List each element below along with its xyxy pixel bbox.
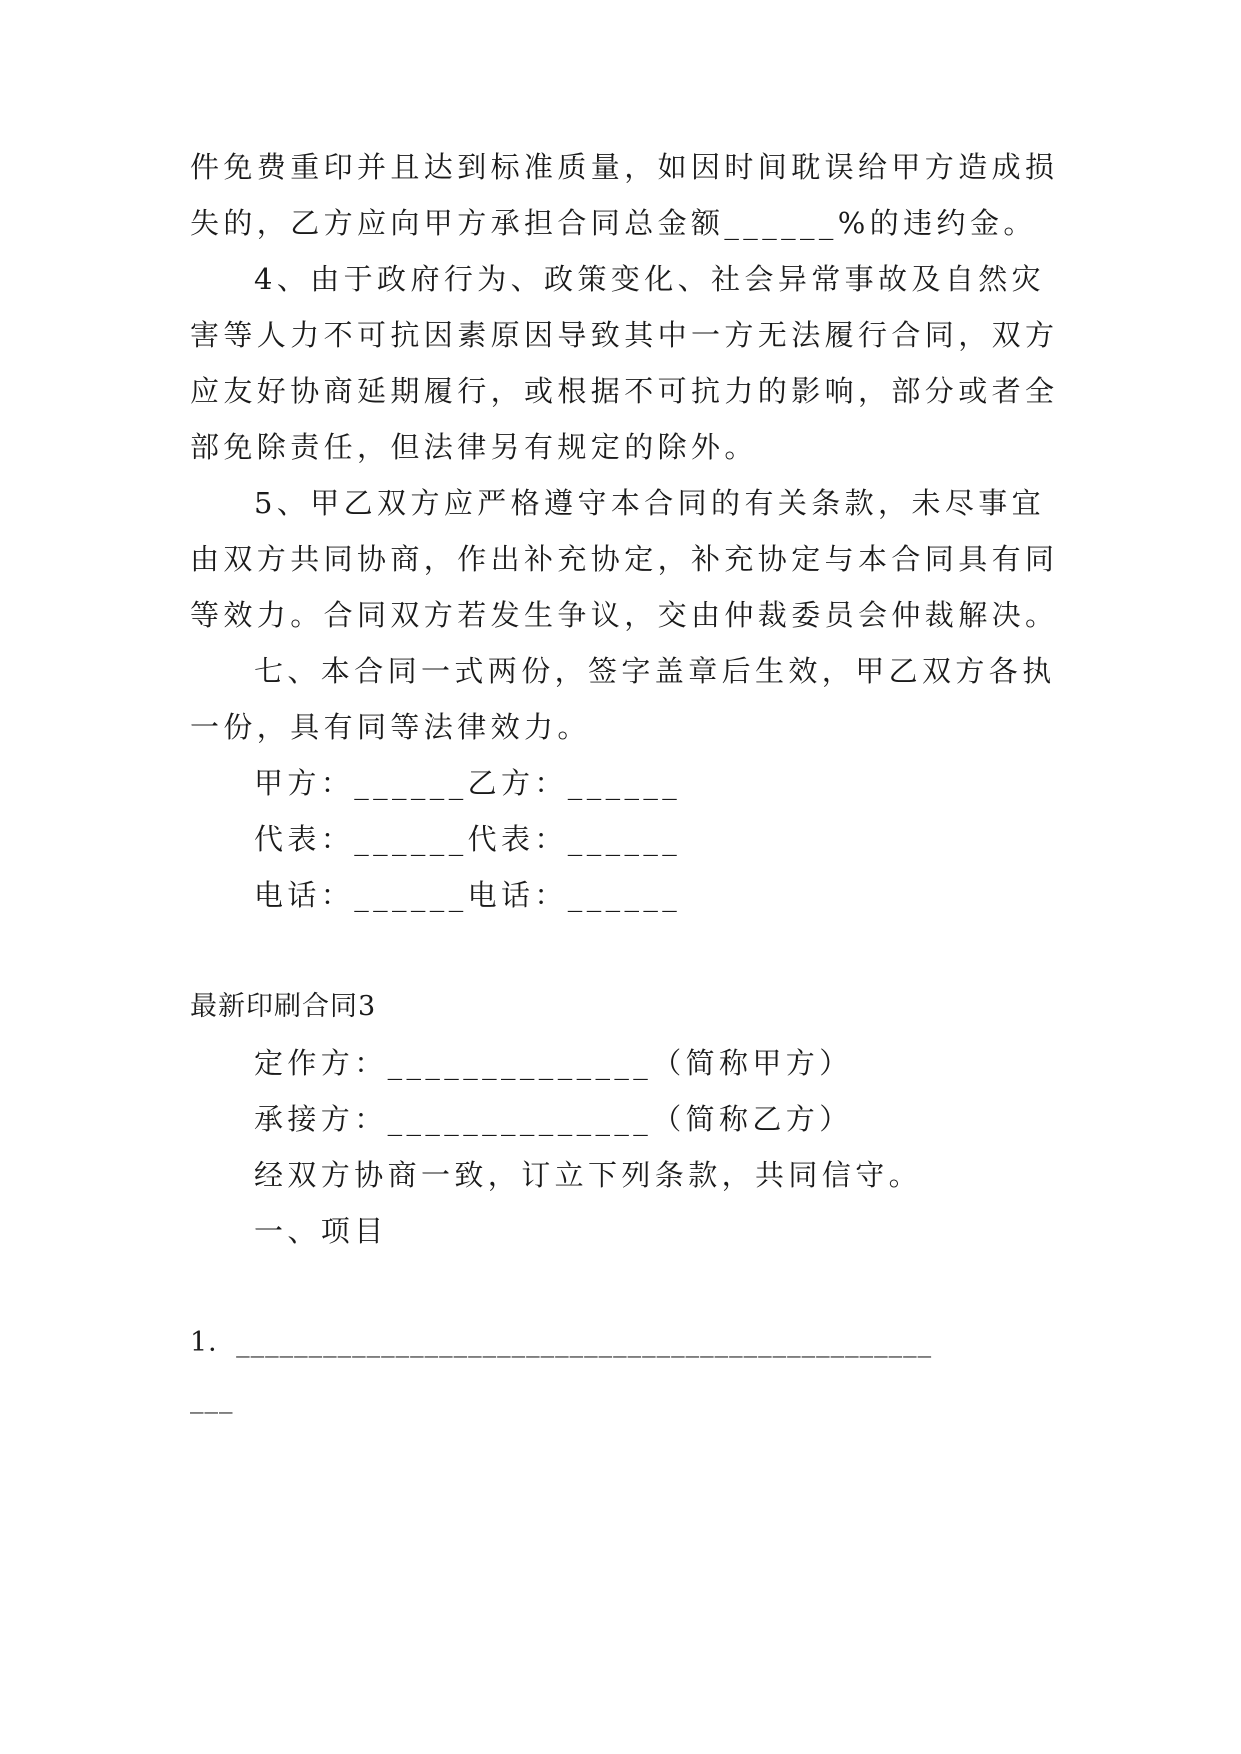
paragraph-line: 应友好协商延期履行，或根据不可抗力的影响，部分或者全 — [190, 374, 1059, 408]
paragraph-line: 5、甲乙双方应严格遵守本合同的有关条款，未尽事宜 — [254, 486, 1046, 520]
paragraph-line: 失的，乙方应向甲方承担合同总金额______%的违约金。 — [190, 206, 1037, 240]
paragraph-line: 件免费重印并且达到标准质量，如因时间耽误给甲方造成损 — [190, 150, 1059, 184]
paragraph-line: 由双方共同协商，作出补充协定，补充协定与本合同具有同 — [190, 542, 1059, 576]
signature-line-representative: 代表：______代表：______ — [254, 822, 682, 856]
paragraph-line: 害等人力不可抗因素原因导致其中一方无法履行合同，双方 — [190, 318, 1059, 352]
paragraph-line: 等效力。合同双方若发生争议，交由仲裁委员会仲裁解决。 — [190, 598, 1059, 632]
paragraph-line: 七、本合同一式两份，签字盖章后生效，甲乙双方各执 — [254, 654, 1056, 688]
clause-heading: 一、项目 — [254, 1214, 388, 1248]
item-line: 1．________________________________________________ — [190, 1327, 933, 1358]
party-line-orderer: 定作方：______________（简称甲方） — [254, 1046, 853, 1080]
paragraph-line: 4、由于政府行为、政策变化、社会异常事故及自然灾 — [254, 262, 1046, 296]
signature-line-party: 甲方：______乙方：______ — [254, 766, 682, 800]
party-line-contractor: 承接方：______________（简称乙方） — [254, 1102, 853, 1136]
agreement-line: 经双方协商一致，订立下列条款，共同信守。 — [254, 1158, 923, 1192]
signature-line-phone: 电话：______电话：______ — [254, 878, 682, 912]
paragraph-line: 部免除责任，但法律另有规定的除外。 — [190, 430, 758, 464]
section-title: 最新印刷合同3 — [190, 991, 377, 1022]
paragraph-line: 一份，具有同等法律效力。 — [190, 710, 591, 744]
item-line-continuation: ___ — [190, 1383, 234, 1414]
